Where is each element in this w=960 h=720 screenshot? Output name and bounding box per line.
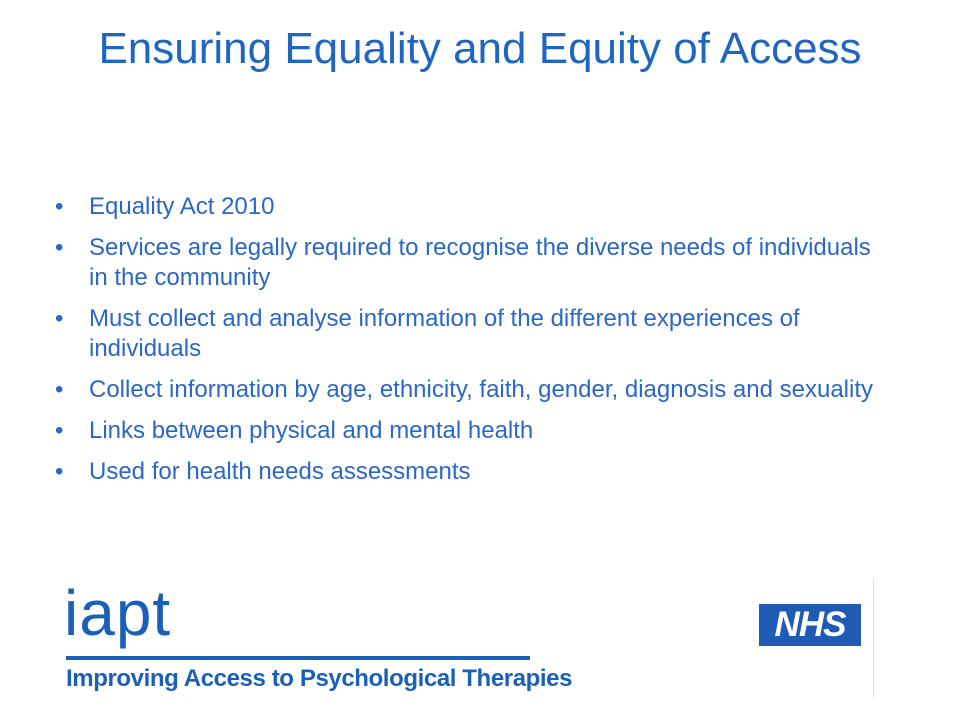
- iapt-logo-wordmark: iapt: [64, 577, 172, 649]
- bullet-icon: •: [55, 305, 64, 332]
- bullet-text: Links between physical and mental health: [89, 417, 534, 444]
- iapt-logo-tagline: Improving Access to Psychological Therapies: [66, 665, 573, 692]
- bullet-icon: •: [55, 458, 64, 485]
- bullet-text: Must collect and analyse information of the different experiences of individuals: [89, 305, 800, 362]
- list-item: [55, 416, 875, 446]
- divider: [873, 578, 874, 698]
- list-item: [55, 304, 875, 364]
- list-item: [55, 192, 875, 222]
- iapt-logo: [64, 577, 573, 698]
- nhs-logo-text: NHS: [774, 605, 846, 644]
- bullet-icon: •: [55, 193, 64, 220]
- list-item: [55, 457, 875, 487]
- slide-title: Ensuring Equality and Equity of Access: [98, 24, 862, 73]
- bullet-list: [55, 192, 875, 498]
- nhs-logo: [759, 604, 861, 646]
- bullet-text: Equality Act 2010: [89, 193, 275, 220]
- list-item: [55, 233, 875, 293]
- bullet-text: Services are legally required to recognise the diverse needs of individuals in the community: [89, 234, 871, 291]
- list-item: [55, 375, 875, 405]
- iapt-logo-divider: [66, 656, 530, 660]
- bullet-text: Collect information by age, ethnicity, faith, gender, diagnosis and sexuality: [89, 376, 874, 403]
- bullet-icon: •: [55, 417, 64, 444]
- bullet-icon: •: [55, 376, 64, 403]
- bullet-text: Used for health needs assessments: [89, 458, 471, 485]
- bullet-icon: •: [55, 234, 64, 261]
